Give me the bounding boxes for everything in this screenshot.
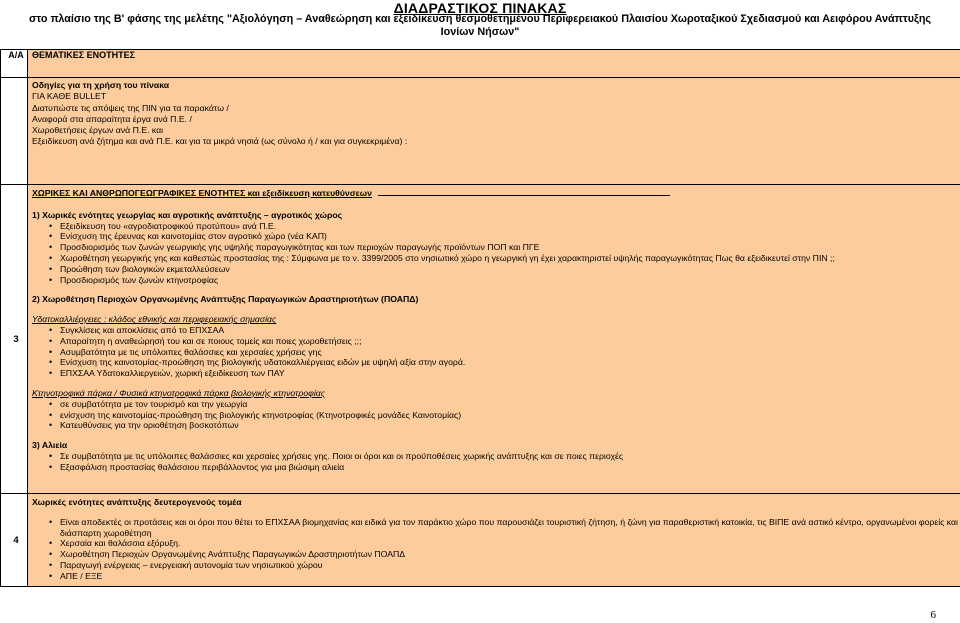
list-item: • Χερσαία και θαλάσσια εξόρυξη. [60,538,960,549]
fishing-list [32,451,960,473]
secondary-sector-list [32,517,960,582]
instructions-heading: Οδηγίες για τη χρήση του πίνακα [32,80,170,90]
livestock-list [32,399,960,431]
row-number-4: 4 [1,494,28,587]
row4-content [28,494,960,587]
header-aa: Α/Α [1,50,28,78]
instruction-line: Διατυπώστε τις απόψεις της ΠΙΝ για τα παρακάτω / [32,102,229,113]
list-item: • Εξασφάλιση προστασίας θαλάσσιου περιβάλλοντος για μια βιώσιμη αλιεία [60,462,960,473]
list-item: • Προσδιορισμός των ζωνών κτηνοτροφίας [60,275,960,286]
instruction-line: Αναφορά στα απαραίτητα έργα ανά Π.Ε. / [32,113,192,124]
list-item: • Προώθηση των βιολογικών εκμεταλλεύσεων [60,264,960,275]
instruction-line: Εξειδίκευση ανά ζήτημα και ανά Π.Ε. και για τα μικρά νησιά (ως σύνολο ή / και για συγκεκριμένα) : [32,136,408,147]
instructions-row [1,78,960,185]
row-number-3: 3 [1,185,28,494]
fill-in-line [378,195,670,196]
list-item: • Απαραίτητη η αναθεώρησή του και σε ποιους τομείς και ποιες χωροθετήσεις ;;; [60,336,960,347]
list-item: • Εξειδίκευση του «αγροδιατροφικού προτύπου» ανά Π.Ε. [60,221,960,232]
document-subtitle: στο πλαίσιο της Β' φάσης της μελέτης "Αξιολόγηση – Αναθεώρηση και εξειδίκευση θεσμοθετημένου Περιφερειακού Πλαισίου Χωροταξικού Σχεδιασμού και Αειφόρου Ανάπτυξης Ιονίων Νήσων" [28,13,932,38]
table-header-row [1,50,960,78]
aquaculture-title: Υδατοκαλλιέργειες : κλάδος εθνικής και περιφερειακής σημασίας [32,314,277,325]
instruction-line: Χωροθετήσεις έργων ανά Π.Ε. και [32,125,164,136]
thematic-table [0,49,960,587]
list-item: • Κατευθύνσεις για την οριοθέτηση βοσκοτόπων [60,420,960,431]
list-item: • Χωροθέτηση γεωργικής γης και καθεστώς προστασίας της : Σύμφωνα με το ν. 3399/2005 στο νησιωτικό χώρο η γεωργική γη έχει χαρακτηριστεί υψηλής παραγωγικότητας Πως θα εξειδικευτεί στην ΠΙΝ ;; [60,253,960,264]
list-item: • Σε συμβατότητα με τις υπόλοιπες θαλάσσιες και χερσαίες χρήσεις γης. Ποιοι οι όροι και οι προϋποθέσεις χωρικής ανάπτυξης και σε ποιες περιοχές [60,451,960,462]
list-item: • Χωροθέτηση Περιοχών Οργανωμένης Ανάπτυξης Παραγωγικών Δραστηριοτήτων ΠΟΑΠΔ [60,549,960,560]
instruction-line: ΓΙΑ ΚΑΘΕ BULLET [32,91,107,102]
list-item: • ενίσχυση της καινοτομίας-προώθηση της βιολογικής κτηνοτροφίας (Κτηνοτροφικές μονάδες Καινοτομίας) [60,410,960,421]
section3-title: 3) Αλιεία [32,440,68,451]
aquaculture-list [32,325,960,379]
row3-heading: ΧΩΡΙΚΕΣ ΚΑΙ ΑΝΘΡΩΠΟΓΕΩΓΡΑΦΙΚΕΣ ΕΝΟΤΗΤΕΣ και εξειδίκευση κατευθύνσεων [32,188,960,199]
list-item: • ΑΠΕ / ΕΞΕ [60,571,960,582]
list-item: • Ενίσχυση της καινοτομίας-προώθηση της βιολογικής υδατοκαλλιέργειας ειδών με υψηλή αξία στην αγορά. [60,357,960,368]
table-row-4 [1,494,960,587]
list-item: • σε συμβατότητα με τον τουρισμό και την γεωργία [60,399,960,410]
row4-heading: Χωρικές ενότητες ανάπτυξης δευτερογενούς τομέα [32,497,242,507]
document-title: ΔΙΑΔΡΑΣΤΙΚΟΣ ΠΙΝΑΚΑΣ [393,0,567,16]
list-item: • Προσδιορισμός των ζωνών γεωργικής γης υψηλής παραγωγικότητας και των περιοχών παραγωγής προϊόντων ΠΟΠ και ΠΓΕ [60,242,960,253]
page-number: 6 [930,609,936,621]
table-row-3 [1,185,960,494]
row3-content [28,185,960,494]
instructions-cell [28,78,960,185]
header-thematic-units: ΘΕΜΑΤΙΚΕΣ ΕΝΟΤΗΤΕΣ [28,50,960,78]
section1-title: 1) Χωρικές ενότητες γεωργίας και αγροτικής ανάπτυξης – αγροτικός χώρος [32,209,343,220]
list-item: • Είναι αποδεκτές οι προτάσεις και οι όροι που θέτει το ΕΠΧΣΑΑ βιομηχανίας και ειδικά για τον παράκτιο χώρο που παρουσιάζει τουριστική ζήτηση, ή ζώνη για παραθεριστική κατοικία, τις ΒΙΠΕ ανά αστικό κέντρο, οργανωμένοι φορείς και διάσπαρτη χωροθέτηση [60,517,960,539]
list-item: • ΕΠΧΣΑΑ Υδατοκαλλιεργειών, χωρική εξειδίκευση των ΠΑΥ [60,368,960,379]
list-item: • Συγκλίσεις και αποκλίσεις από το ΕΠΧΣΑΑ [60,325,960,336]
section2-title: 2) Χωροθέτηση Περιοχών Οργανωμένης Ανάπτυξης Παραγωγικών Δραστηριοτήτων (ΠΟΑΠΔ) [32,294,419,305]
list-item: • Ενίσχυση της έρευνας και καινοτομίας στον αγροτικό χώρο (νέα ΚΑΠ) [60,231,960,242]
livestock-parks-title: Κτηνοτροφικά πάρκα / Φυσικά κτηνοτροφικά πάρκα βιολογικής κτηνοτροφίας [32,387,325,398]
section1-list [32,221,960,286]
list-item: • Ασυμβατότητα με τις υπόλοιπες θαλάσσιες και χερσαίες χρήσεις γης [60,347,960,358]
list-item: • Παραγωγή ενέργειας – ενεργειακή αυτονομία των νησιωτικού χώρου [60,560,960,571]
